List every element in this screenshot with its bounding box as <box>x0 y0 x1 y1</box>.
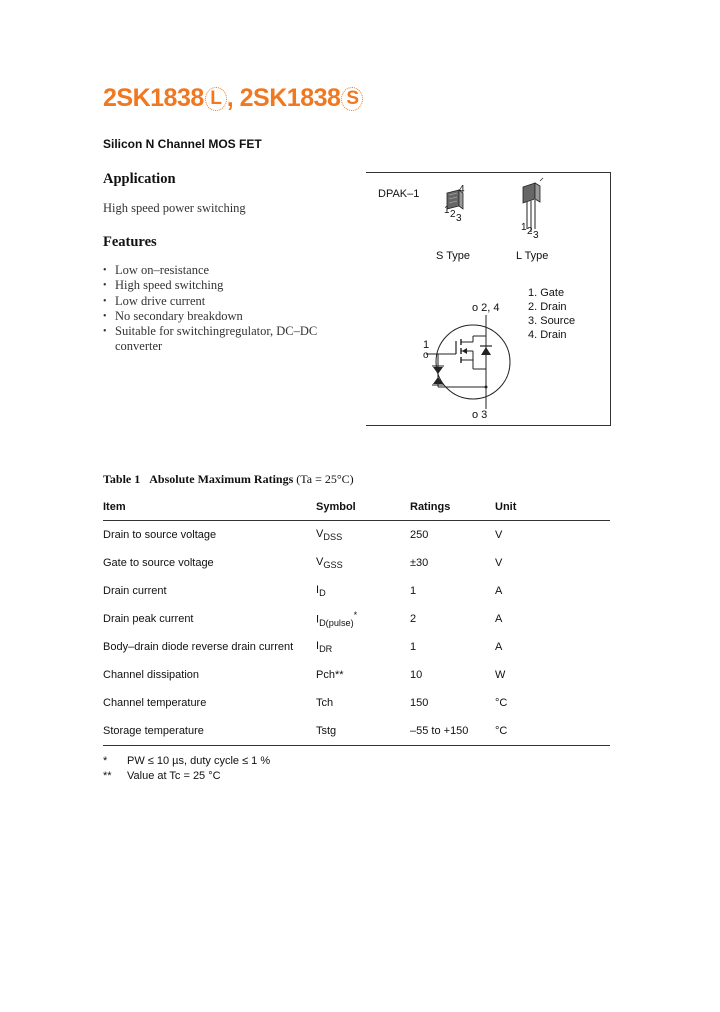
cell-symbol: $V_{GSS}$ <box>316 555 343 571</box>
part-number-2: 2SK1838 <box>239 84 341 112</box>
cell-item: Channel dissipation <box>103 669 200 681</box>
s-pin-1: 1 <box>444 205 450 216</box>
table-row <box>103 521 610 550</box>
cell-rating: 1 <box>410 585 417 597</box>
feature-item: • High speed switching <box>103 278 325 293</box>
s-type-label: S Type <box>436 250 471 262</box>
mosfet-schematic-icon <box>418 301 528 413</box>
header-symbol: Symbol <box>316 494 410 521</box>
cell-unit: V <box>495 557 503 569</box>
table-row <box>103 717 610 746</box>
l-pin-2: 2 <box>527 226 533 237</box>
application-text: High speed power switching <box>103 201 246 215</box>
footnote: ** Value at Tc = 25 °C <box>103 769 221 782</box>
cell-unit: W <box>495 669 506 681</box>
cell-unit: °C <box>495 697 508 709</box>
cell-item: Drain peak current <box>103 613 194 625</box>
table-caption <box>103 472 354 487</box>
s-pin-2: 2 <box>450 209 456 220</box>
cell-unit: V <box>495 529 503 541</box>
table-header-row <box>103 494 610 521</box>
pin-legend-item: 1. Gate <box>528 287 565 299</box>
header-item: Item <box>103 494 316 521</box>
application-heading: Application <box>103 171 176 187</box>
cell-rating: 1 <box>410 641 417 653</box>
pin-legend-item: 4. Drain <box>528 329 567 341</box>
package-diagram <box>366 172 611 426</box>
gate-node-marker: o <box>423 350 429 361</box>
cell-symbol: $V_{DSS}$ <box>316 527 343 543</box>
cell-symbol: $I_{D(pulse)}^*$ <box>316 610 358 628</box>
part-number-1: 2SK1838 <box>103 84 204 112</box>
drain-node-label: o 2, 4 <box>472 302 500 314</box>
cell-rating: ±30 <box>410 557 429 569</box>
cell-item: Storage temperature <box>103 717 316 746</box>
table-caption-title: Absolute Maximum Ratings <box>149 472 294 486</box>
cell-item: Channel temperature <box>103 697 207 709</box>
s-pin-4: 4 <box>459 184 465 195</box>
l-type-label: L Type <box>516 250 549 262</box>
package-name: DPAK–1 <box>378 188 420 200</box>
cell-unit: A <box>495 641 503 653</box>
s-pin-3: 3 <box>456 213 462 224</box>
cell-item: Gate to source voltage <box>103 557 214 569</box>
gate-node-label: 1 <box>423 339 430 351</box>
pin-legend <box>528 286 575 342</box>
cell-rating: 250 <box>410 529 429 541</box>
features-list <box>103 263 325 355</box>
cell-symbol: $I_{DR}$ <box>316 639 333 655</box>
table-row <box>103 661 610 689</box>
table-caption-condition: (Ta = 25°C) <box>296 472 354 486</box>
features-heading: Features <box>103 234 157 250</box>
absolute-maximum-ratings-table <box>103 494 610 746</box>
suffix-l-badge: L <box>205 87 227 111</box>
pin-legend-item: 2. Drain <box>528 301 567 313</box>
header-ratings: Ratings <box>410 494 495 521</box>
source-node-label: o 3 <box>472 409 488 421</box>
cell-rating: 150 <box>410 697 429 709</box>
header-unit: Unit <box>495 494 610 521</box>
feature-item: • No secondary breakdown <box>103 309 325 324</box>
cell-rating: –55 to +150 <box>410 717 495 746</box>
page-title <box>103 84 363 113</box>
table-row <box>103 605 610 633</box>
cell-unit: A <box>495 585 503 597</box>
cell-unit: A <box>495 613 503 625</box>
feature-item: • Suitable for switchingregulator, DC–DC converter <box>103 324 325 355</box>
cell-item: Body–drain diode reverse drain current <box>103 641 294 653</box>
cell-rating: 10 <box>410 669 423 681</box>
subtitle: Silicon N Channel MOS FET <box>103 137 262 151</box>
table-caption-label: Table 1 <box>103 472 141 486</box>
title-separator: , <box>226 84 234 112</box>
suffix-s-badge: S <box>341 87 363 111</box>
cell-symbol: Tstg <box>316 717 410 746</box>
cell-item: Drain to source voltage <box>103 529 217 541</box>
table-row <box>103 633 610 661</box>
cell-item: Drain current <box>103 585 167 597</box>
cell-unit: °C <box>495 717 610 746</box>
table-footnotes <box>103 754 270 783</box>
cell-symbol: Tch <box>316 697 334 709</box>
cell-rating: 2 <box>410 613 417 625</box>
table-row <box>103 549 610 577</box>
cell-symbol: $I_D$ <box>316 583 326 599</box>
pin-legend-item: 3. Source <box>528 315 576 327</box>
feature-item: • Low drive current <box>103 294 325 309</box>
l-pin-3: 3 <box>533 230 539 241</box>
l-pin-1: 1 <box>521 222 527 233</box>
table-row <box>103 689 610 717</box>
feature-item: • Low on–resistance <box>103 263 325 278</box>
cell-symbol: Pch** <box>316 669 344 681</box>
table-row <box>103 577 610 605</box>
footnote: * PW ≤ 10 µs, duty cycle ≤ 1 % <box>103 755 271 767</box>
